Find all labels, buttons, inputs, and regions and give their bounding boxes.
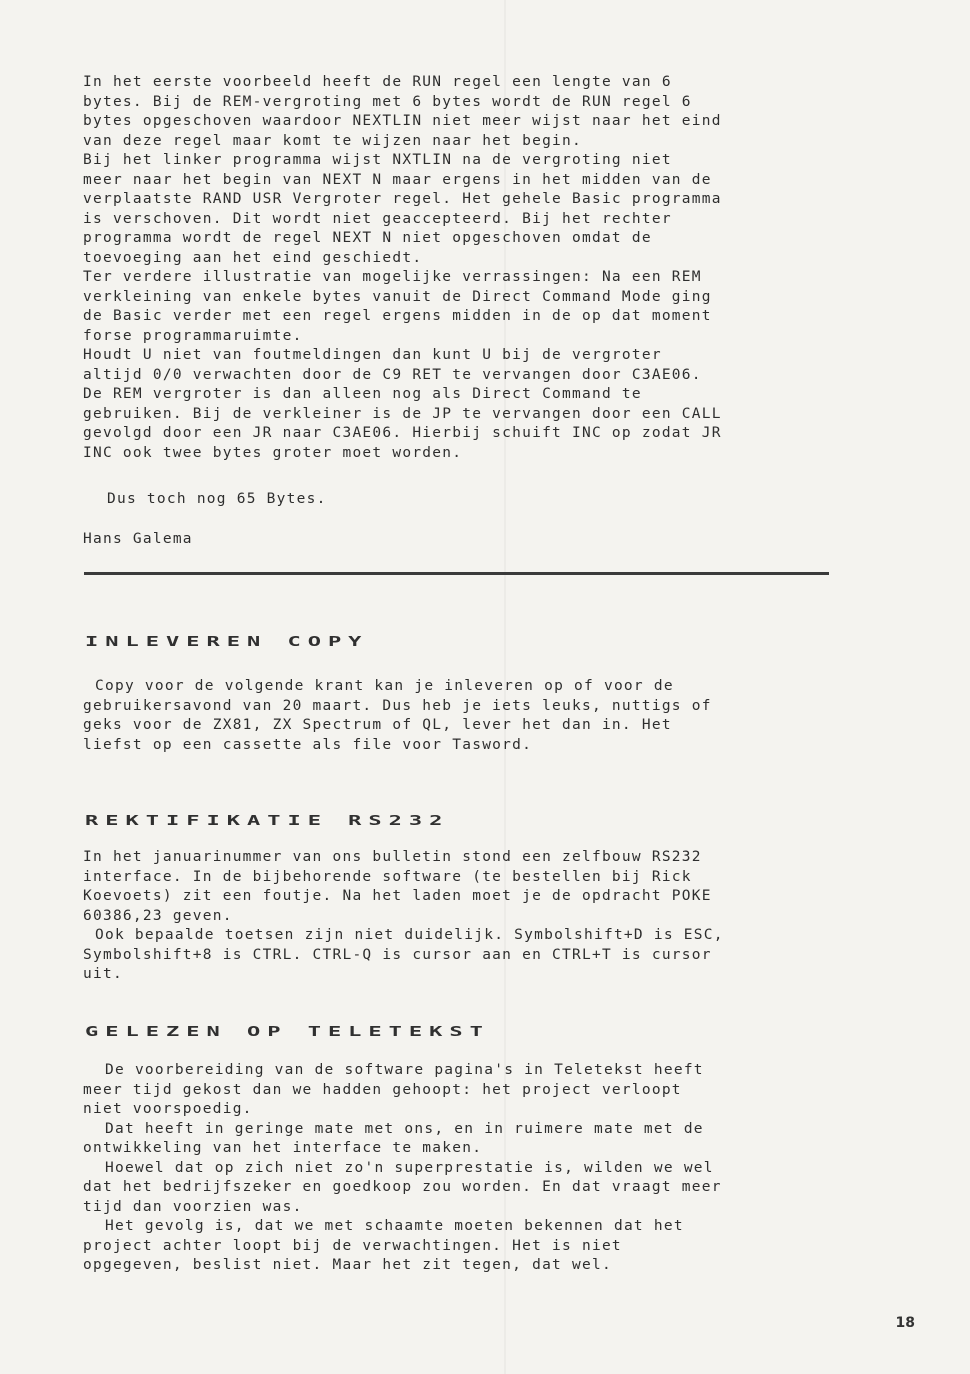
text-line: INC ook twee bytes groter moet worden.	[83, 444, 463, 461]
text-line: van deze regel maar komt te wijzen naar het begin.	[83, 132, 582, 149]
text-line: De voorbereiding van de software pagina's in Teletekst heeft	[105, 1062, 704, 1078]
article-rem-vergroter	[83, 73, 828, 463]
text-line: In het eerste voorbeeld heeft de RUN regel een lengte van 6	[83, 74, 672, 90]
text-line: Copy voor de volgende krant kan je inleveren op of voor de	[95, 678, 674, 694]
heading-inleveren-copy: INLEVEREN COPY	[85, 634, 369, 650]
text-line: ontwikkeling van het interface te maken.	[83, 1140, 483, 1156]
article-closing	[83, 490, 828, 510]
text-line: Koevoets) zit een foutje. Na het laden moet je de opdracht POKE	[83, 888, 712, 904]
article-teletekst	[83, 1061, 828, 1276]
text-line: liefst op een cassette als file voor Tasword.	[83, 736, 533, 753]
article-rektifikatie	[83, 848, 828, 985]
text-line: Houdt U niet van foutmeldingen dan kunt U bij de vergroter	[83, 347, 662, 363]
text-line: uit.	[83, 966, 123, 982]
text-line: gevolgd door een JR naar C3AE06. Hierbij schuift INC op zodat JR	[83, 425, 722, 441]
text-line: is verschoven. Dit wordt niet geaccepteerd. Bij het rechter	[83, 210, 672, 227]
text-line: opgegeven, beslist niet. Maar het zit tegen, dat wel.	[83, 1257, 612, 1273]
text-line: gebruiken. Bij de verkleiner is de JP te vervangen door een CALL	[83, 405, 722, 422]
author-signature	[83, 530, 828, 550]
text-line: Dat heeft in geringe mate met ons, en in ruimere mate met de	[105, 1120, 704, 1137]
text-line: Ook bepaalde toetsen zijn niet duidelijk. Symbolshift+D is ESC,	[95, 927, 724, 943]
text-line: programma wordt de regel NEXT N niet opgeschoven omdat de	[83, 230, 652, 246]
section-divider	[84, 572, 829, 575]
author-name: Hans Galema	[83, 531, 193, 547]
article-inleveren-copy	[83, 677, 828, 755]
text-line: toevoeging aan het eind geschiedt.	[83, 249, 423, 266]
heading-teletekst: GELEZEN OP TELETEKST	[85, 1024, 490, 1040]
text-line: dat het bedrijfszeker en goedkoop zou worden. En dat vraagt meer	[83, 1179, 722, 1195]
text-line: Bij het linker programma wijst NXTLIN na de vergroting niet	[83, 152, 672, 168]
text-line: Hoewel dat op zich niet zo'n superprestatie is, wilden we wel	[105, 1159, 714, 1176]
text-line: verkleining van enkele bytes vanuit de Direct Command Mode ging	[83, 288, 712, 305]
text-line: 60386,23 geven.	[83, 907, 233, 924]
heading-rektifikatie: REKTIFIKATIE RS232	[85, 813, 450, 829]
text-line: geks voor de ZX81, ZX Spectrum of QL, lever het dan in. Het	[83, 717, 672, 733]
text-line: niet voorspoedig.	[83, 1101, 253, 1117]
text-line: tijd dan voorzien was.	[83, 1198, 303, 1215]
text-line: interface. In de bijbehorende software (te bestellen bij Rick	[83, 868, 692, 885]
text-line: meer tijd gekost dan we hadden gehoopt: het project verloopt	[83, 1081, 682, 1098]
text-line: bytes. Bij de REM-vergroting met 6 bytes wordt de RUN regel 6	[83, 93, 692, 110]
text-line: Symbolshift+8 is CTRL. CTRL-Q is cursor aan en CTRL+T is cursor	[83, 946, 712, 963]
text-line: meer naar het begin van NEXT N maar ergens in het midden van de	[83, 171, 712, 188]
page-number: 18	[895, 1315, 915, 1331]
text-line: project achter loopt bij de verwachtingen. Het is niet	[83, 1237, 622, 1254]
text-line: forse programmaruimte.	[83, 327, 303, 344]
text-line: de Basic verder met een regel ergens midden in de op dat moment	[83, 308, 712, 324]
text-line: gebruikersavond van 20 maart. Dus heb je iets leuks, nuttigs of	[83, 697, 712, 714]
closing-line: Dus toch nog 65 Bytes.	[107, 491, 327, 507]
text-line: altijd 0/0 verwachten door de C9 RET te vervangen door C3AE06.	[83, 366, 702, 383]
text-line: verplaatste RAND USR Vergroter regel. Het gehele Basic programma	[83, 191, 722, 207]
text-line: Het gevolg is, dat we met schaamte moeten bekennen dat het	[105, 1218, 684, 1234]
text-line: Ter verdere illustratie van mogelijke verrassingen: Na een REM	[83, 269, 702, 285]
text-line: De REM vergroter is dan alleen nog als Direct Command te	[83, 386, 642, 402]
text-line: In het januarinummer van ons bulletin stond een zelfbouw RS232	[83, 849, 702, 865]
text-line: bytes opgeschoven waardoor NEXTLIN niet meer wijst naar het eind	[83, 113, 722, 129]
